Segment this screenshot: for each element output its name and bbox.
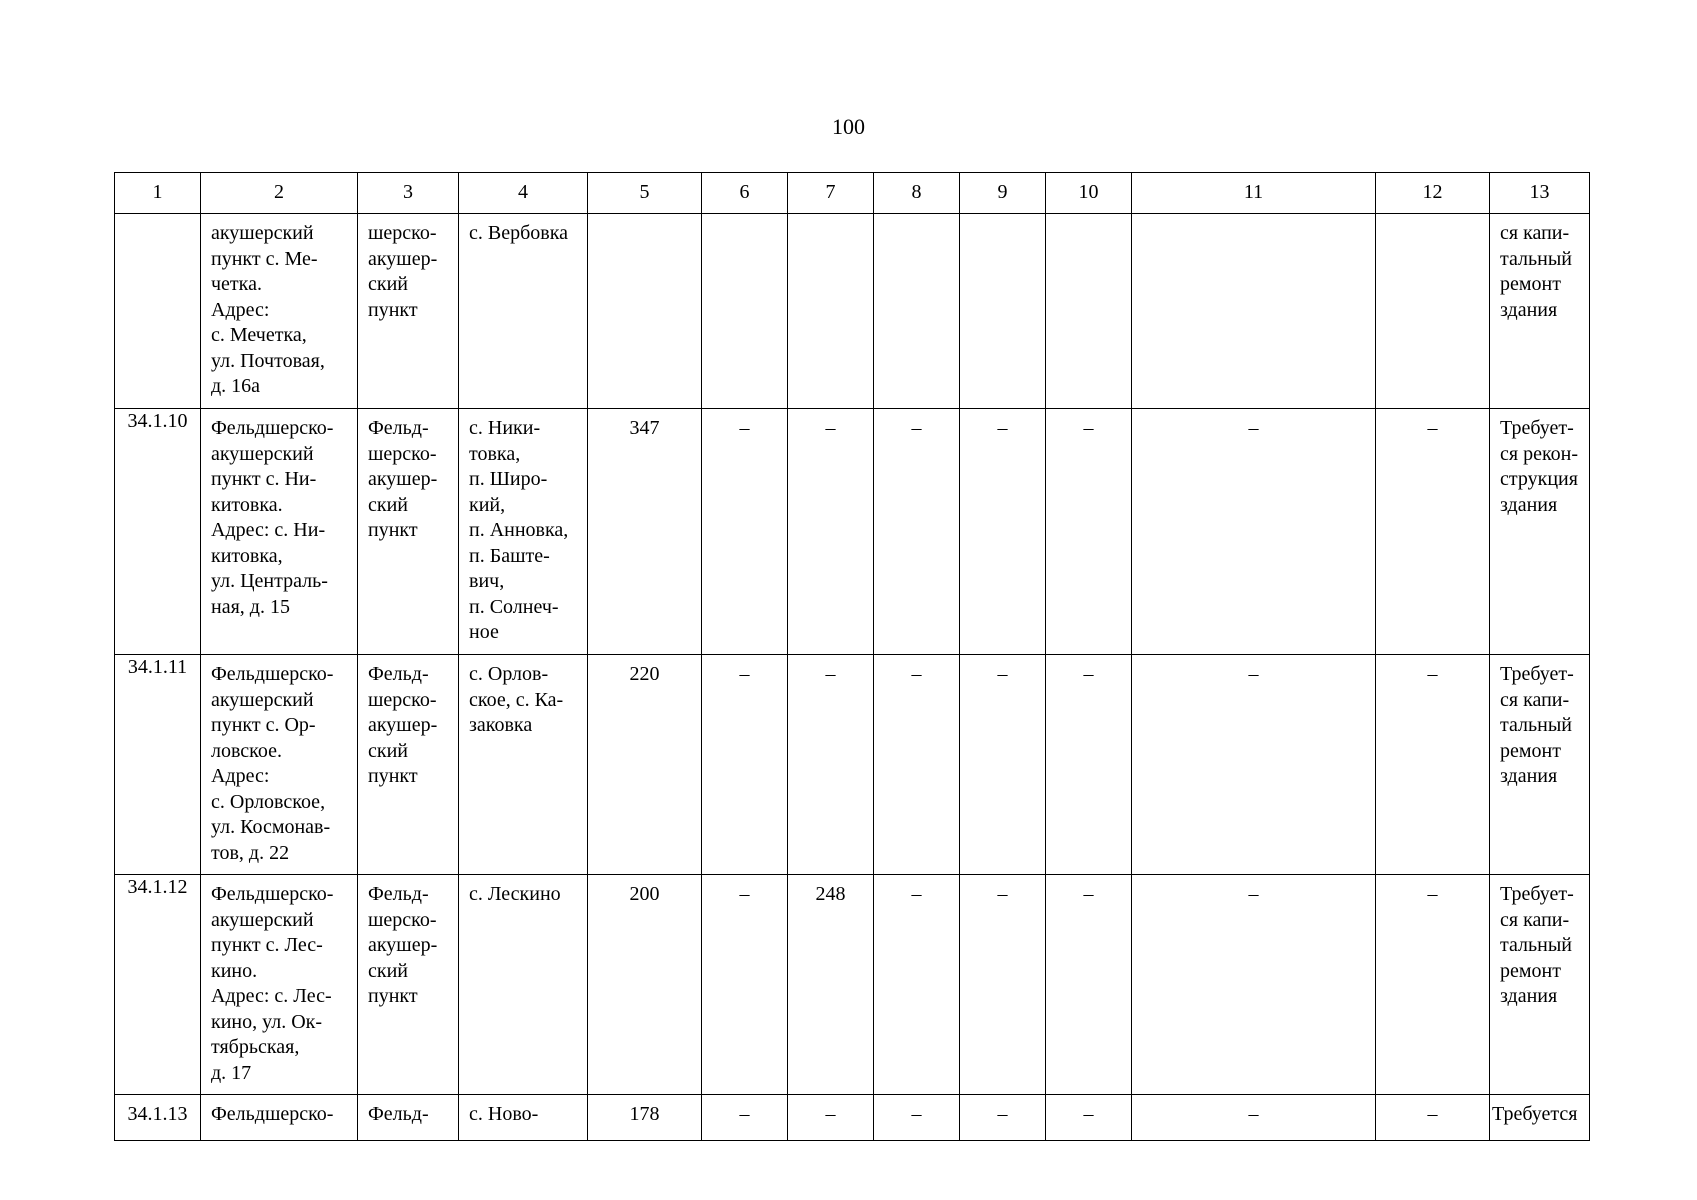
row-number-cell <box>115 655 201 875</box>
value-col-8 <box>874 214 959 221</box>
row-number-cell <box>115 875 201 1095</box>
value-cell <box>702 214 788 409</box>
value-col-9: – <box>997 663 1008 685</box>
row-number: 34.1.10 <box>127 410 188 432</box>
settlements-cell <box>459 1095 588 1141</box>
value-col-12: – <box>1427 663 1438 685</box>
note: ся капи- тальный ремонт здания <box>1500 222 1572 321</box>
value-cell <box>1376 1095 1490 1141</box>
value-cell <box>788 875 874 1095</box>
value-cell <box>1046 655 1132 875</box>
settlements-cell <box>459 875 588 1095</box>
column-header: 8 <box>874 173 960 214</box>
value-col-10 <box>1046 214 1131 221</box>
column-header: 11 <box>1132 173 1376 214</box>
value-cell <box>960 409 1046 655</box>
value-col-5 <box>588 214 701 221</box>
value-cell <box>1132 1095 1376 1141</box>
column-header: 9 <box>960 173 1046 214</box>
facility-name: Фельдшерско- акушерский пункт с. Ор- ловское. Адрес: с. Орловское, ул. Космонав- тов, д. 22 <box>211 663 334 864</box>
column-number-header <box>115 173 1590 214</box>
value-col-5: 347 <box>629 417 660 439</box>
table-row <box>115 1095 1590 1141</box>
value-cell <box>874 655 960 875</box>
value-cell <box>588 875 702 1095</box>
facility-name: Фельдшерско- <box>211 1103 334 1125</box>
column-header: 6 <box>702 173 788 214</box>
value-col-5: 220 <box>629 663 660 685</box>
value-col-10: – <box>1083 883 1094 905</box>
value-col-7: – <box>825 417 836 439</box>
value-col-7 <box>788 214 873 221</box>
facility-type-cell <box>358 1095 459 1141</box>
value-col-5: 178 <box>629 1103 660 1125</box>
facility-name: Фельдшерско- акушерский пункт с. Ни- китовка. Адрес: с. Ни- китовка, ул. Централь- ная, д. 15 <box>211 417 334 618</box>
value-cell <box>788 214 874 409</box>
value-col-10: – <box>1083 663 1094 685</box>
value-cell <box>960 214 1046 409</box>
column-header: 2 <box>201 173 358 214</box>
column-header: 13 <box>1490 173 1590 214</box>
facility-type: шерско- акушер- ский пункт <box>368 222 438 321</box>
value-cell <box>960 1095 1046 1141</box>
value-cell <box>788 655 874 875</box>
value-col-8: – <box>911 1103 922 1125</box>
value-cell <box>1132 875 1376 1095</box>
value-col-11: – <box>1248 663 1259 685</box>
value-col-11: – <box>1248 1103 1259 1125</box>
value-col-12: – <box>1427 417 1438 439</box>
value-cell <box>702 1095 788 1141</box>
note-cell <box>1490 1095 1590 1141</box>
table-row <box>115 214 1590 409</box>
facility-type: Фельд- шерско- акушер- ский пункт <box>368 883 438 1007</box>
row-number-cell <box>115 1095 201 1141</box>
note-cell <box>1490 409 1590 655</box>
value-col-11: – <box>1248 417 1259 439</box>
note: Требует- ся рекон- струкция здания <box>1500 417 1579 516</box>
table-row <box>115 655 1590 875</box>
table-row <box>115 875 1590 1095</box>
facility-name-cell <box>201 875 358 1095</box>
value-col-6: – <box>739 663 750 685</box>
facility-type-cell <box>358 875 459 1095</box>
document-table <box>114 172 1590 1141</box>
value-col-8: – <box>911 417 922 439</box>
settlements: с. Ново- <box>469 1103 539 1125</box>
column-header: 7 <box>788 173 874 214</box>
value-cell <box>960 875 1046 1095</box>
settlements: с. Ники- товка, п. Широ- кий, п. Анновка, п. Баште- вич, п. Солнеч- ное <box>469 417 569 643</box>
settlements-cell <box>459 409 588 655</box>
value-cell <box>1046 409 1132 655</box>
page-number: 100 <box>832 114 865 139</box>
value-col-7: 248 <box>815 883 846 905</box>
note-cell <box>1490 214 1590 409</box>
row-number: 34.1.11 <box>127 656 188 678</box>
value-cell <box>702 875 788 1095</box>
column-header: 4 <box>459 173 588 214</box>
value-cell <box>1046 1095 1132 1141</box>
value-col-12: – <box>1427 883 1438 905</box>
facility-type: Фельд- шерско- акушер- ский пункт <box>368 417 438 541</box>
value-cell <box>702 655 788 875</box>
column-header: 10 <box>1046 173 1132 214</box>
value-cell <box>1132 409 1376 655</box>
table-row <box>115 409 1590 655</box>
row-number-cell <box>115 409 201 655</box>
facility-type-cell <box>358 214 459 409</box>
value-cell <box>874 214 960 409</box>
value-cell <box>702 409 788 655</box>
value-col-8: – <box>911 883 922 905</box>
value-col-9 <box>960 214 1045 221</box>
facility-type: Фельд- <box>368 1103 429 1125</box>
value-cell <box>1132 214 1376 409</box>
value-cell <box>1046 875 1132 1095</box>
facility-type-cell <box>358 655 459 875</box>
value-col-6: – <box>739 883 750 905</box>
value-cell <box>588 409 702 655</box>
row-number-cell <box>115 214 201 409</box>
value-cell <box>788 409 874 655</box>
note: Требуется <box>1492 1103 1578 1125</box>
row-number: 34.1.12 <box>127 876 188 898</box>
facility-type: Фельд- шерско- акушер- ский пункт <box>368 663 438 787</box>
value-col-10: – <box>1083 1103 1094 1125</box>
facility-name: Фельдшерско- акушерский пункт с. Лес- кино. Адрес: с. Лес- кино, ул. Ок- тябрьская, д. 17 <box>211 883 334 1084</box>
value-col-10: – <box>1083 417 1094 439</box>
value-cell <box>874 875 960 1095</box>
value-cell <box>1132 655 1376 875</box>
value-cell <box>874 1095 960 1141</box>
value-col-5: 200 <box>629 883 660 905</box>
value-cell <box>588 655 702 875</box>
value-col-11 <box>1132 214 1375 221</box>
row-number: 34.1.13 <box>127 1103 188 1125</box>
facility-name-cell <box>201 655 358 875</box>
note: Требует- ся капи- тальный ремонт здания <box>1500 663 1574 787</box>
note-cell <box>1490 875 1590 1095</box>
value-col-11: – <box>1248 883 1259 905</box>
settlements-cell <box>459 214 588 409</box>
value-cell <box>1376 655 1490 875</box>
value-col-9: – <box>997 417 1008 439</box>
value-cell <box>1376 214 1490 409</box>
value-cell <box>874 409 960 655</box>
facility-name-cell <box>201 1095 358 1141</box>
note: Требует- ся капи- тальный ремонт здания <box>1500 883 1574 1007</box>
column-header: 3 <box>358 173 459 214</box>
value-col-6: – <box>739 417 750 439</box>
facility-name-cell <box>201 214 358 409</box>
facility-name-cell <box>201 409 358 655</box>
value-cell <box>960 655 1046 875</box>
value-col-7: – <box>825 663 836 685</box>
value-col-6: – <box>739 1103 750 1125</box>
value-cell <box>1376 875 1490 1095</box>
value-col-7: – <box>825 1103 836 1125</box>
value-cell <box>1376 409 1490 655</box>
value-col-12: – <box>1427 1103 1438 1125</box>
settlements-cell <box>459 655 588 875</box>
value-cell <box>1046 214 1132 409</box>
column-header: 12 <box>1376 173 1490 214</box>
settlements: с. Вербовка <box>469 222 569 244</box>
value-col-6 <box>702 214 787 221</box>
column-header: 1 <box>115 173 201 214</box>
facility-name: акушерский пункт с. Ме- четка. Адрес: с. Мечетка, ул. Почтовая, д. 16а <box>211 222 325 397</box>
value-col-9: – <box>997 1103 1008 1125</box>
value-col-9: – <box>997 883 1008 905</box>
value-col-8: – <box>911 663 922 685</box>
settlements: с. Лескино <box>469 883 561 905</box>
value-cell <box>588 214 702 409</box>
note-cell <box>1490 655 1590 875</box>
column-header: 5 <box>588 173 702 214</box>
value-cell <box>588 1095 702 1141</box>
value-cell <box>788 1095 874 1141</box>
value-col-12 <box>1376 214 1489 221</box>
facility-type-cell <box>358 409 459 655</box>
settlements: с. Орлов- ское, с. Ка- заковка <box>469 663 564 736</box>
